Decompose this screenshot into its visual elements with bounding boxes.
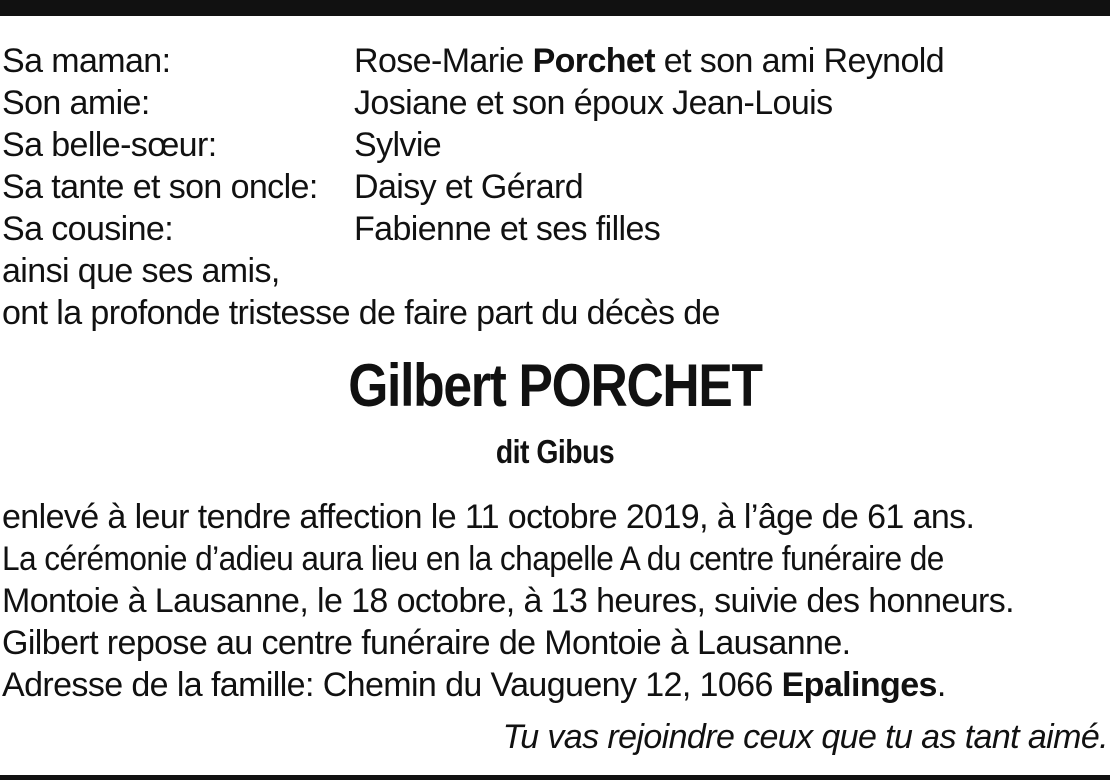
relative-names: Josiane et son époux Jean-Louis [354,84,833,122]
relative-label: Son amie: [2,84,150,122]
relative-names: Daisy et Gérard [354,168,584,206]
intro-line: ont la profonde tristesse de faire part du décès de [2,294,720,332]
relative-label: Sa tante et son oncle: [2,168,318,206]
relative-row-mother [2,40,1106,82]
relative-names: Sylvie [354,126,442,164]
top-rule [0,0,1110,16]
announcement-details [2,496,1110,706]
relative-names-text: Rose-Marie [354,42,533,80]
address-punctuation: . [936,666,946,704]
closing-quote: Tu vas rejoindre ceux que tu as tant aimé. [502,718,1108,756]
detail-line: enlevé à leur tendre affection le 11 octobre 2019, à l’âge de 61 ans. [2,498,975,536]
family-name-bold: Porchet [532,42,655,80]
bottom-rule [0,775,1110,780]
relative-names: Fabienne et ses filles [354,210,661,248]
relative-row-sister-in-law [2,124,1106,166]
intro-line: ainsi que ses amis, [2,252,280,290]
family-address-line [2,664,1110,706]
detail-line-text: La cérémonie d’adieu aura lieu en la chapelle A du centre funéraire de [2,540,944,578]
relative-row-friend [2,82,1106,124]
address-town-bold: Epalinges [781,666,937,704]
address-text: Adresse de la famille: Chemin du Vaugueny 12, 1066 [2,666,782,704]
detail-line [2,538,1110,580]
deceased-nickname: dit Gibus [495,433,615,470]
detail-line: Gilbert repose au centre funéraire de Montoie à Lausanne. [2,624,851,662]
announcement-header [2,40,1106,334]
deceased-name: Gilbert PORCHET [348,352,762,419]
relative-label: Sa cousine: [2,210,174,248]
detail-line: Montoie à Lausanne, le 18 octobre, à 13 heures, suivie des honneurs. [2,582,1015,620]
relative-row-aunt-uncle [2,166,1106,208]
relative-label: Sa belle-sœur: [2,126,217,164]
deceased-title [0,344,1110,476]
relative-row-cousin [2,208,1106,250]
relative-names-text: et son ami Reynold [654,42,945,80]
relative-names [354,40,1106,82]
relative-label: Sa maman: [2,42,171,80]
